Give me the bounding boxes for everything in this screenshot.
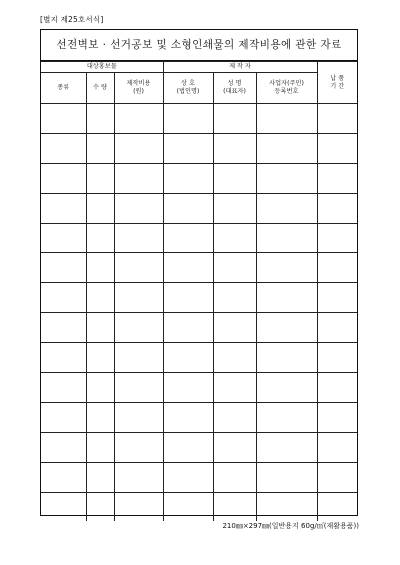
table-cell[interactable] — [213, 253, 256, 283]
table-cell[interactable] — [114, 253, 163, 283]
table-cell[interactable] — [114, 373, 163, 403]
header-name-line1: 성 명 — [227, 80, 242, 87]
table-cell[interactable] — [86, 373, 114, 403]
table-cell[interactable] — [86, 313, 114, 343]
table-cell[interactable] — [86, 223, 114, 253]
header-kind: 종류 — [41, 73, 86, 104]
table-cell[interactable] — [317, 163, 357, 193]
table-cell[interactable] — [256, 283, 317, 313]
table-cell[interactable] — [41, 313, 86, 343]
header-cost-line1: 제작비용 — [126, 80, 151, 87]
table-cell[interactable] — [256, 104, 317, 134]
table-cell[interactable] — [317, 373, 357, 403]
table-cell[interactable] — [256, 253, 317, 283]
table-cell[interactable] — [41, 163, 86, 193]
table-cell[interactable] — [41, 133, 86, 163]
table-cell[interactable] — [163, 432, 213, 462]
table-cell[interactable] — [41, 253, 86, 283]
table-cell[interactable] — [114, 223, 163, 253]
table-cell[interactable] — [317, 462, 357, 492]
table-cell[interactable] — [163, 462, 213, 492]
table-row — [41, 373, 357, 403]
table-cell[interactable] — [41, 283, 86, 313]
table-cell[interactable] — [86, 402, 114, 432]
table-cell[interactable] — [317, 492, 357, 521]
table-cell[interactable] — [41, 193, 86, 223]
header-bizno-line2: 등록번호 — [274, 88, 299, 95]
table-cell[interactable] — [317, 343, 357, 373]
table-cell[interactable] — [86, 193, 114, 223]
table-cell[interactable] — [41, 462, 86, 492]
table-cell[interactable] — [86, 283, 114, 313]
table-cell[interactable] — [256, 313, 317, 343]
table-cell[interactable] — [41, 223, 86, 253]
table-cell[interactable] — [213, 104, 256, 134]
table-row — [41, 343, 357, 373]
table-cell[interactable] — [317, 193, 357, 223]
form-title: 선전벽보 · 선거공보 및 소형인쇄물의 제작비용에 관한 자료 — [41, 30, 357, 61]
table-cell[interactable] — [114, 193, 163, 223]
group-header-subject: 대상홍보물 — [41, 62, 163, 73]
table-cell[interactable] — [163, 343, 213, 373]
table-cell[interactable] — [256, 432, 317, 462]
table-cell[interactable] — [41, 104, 86, 134]
table-cell[interactable] — [256, 223, 317, 253]
table-cell[interactable] — [114, 104, 163, 134]
table-cell[interactable] — [114, 133, 163, 163]
table-cell[interactable] — [317, 223, 357, 253]
table-cell[interactable] — [256, 492, 317, 521]
table-cell[interactable] — [213, 283, 256, 313]
table-cell[interactable] — [213, 492, 256, 521]
table-cell[interactable] — [86, 133, 114, 163]
table-cell[interactable] — [114, 163, 163, 193]
header-delivery-period — [317, 62, 357, 104]
header-cost-line2: (원) — [133, 88, 144, 95]
table-cell[interactable] — [41, 373, 86, 403]
table-cell[interactable] — [213, 223, 256, 253]
table-cell[interactable] — [163, 193, 213, 223]
table-cell[interactable] — [213, 133, 256, 163]
table-cell[interactable] — [256, 133, 317, 163]
table-cell[interactable] — [41, 432, 86, 462]
table-cell[interactable] — [213, 432, 256, 462]
header-quantity: 수 량 — [86, 73, 114, 104]
table-cell[interactable] — [163, 313, 213, 343]
table-cell[interactable] — [41, 492, 86, 521]
table-row — [41, 492, 357, 521]
header-bizno-line1: 사업자(주민) — [269, 80, 304, 87]
header-trade-line2: (법인명) — [176, 88, 200, 95]
header-registration-number — [256, 73, 317, 104]
table-cell[interactable] — [114, 432, 163, 462]
table-cell[interactable] — [114, 462, 163, 492]
table-cell[interactable] — [213, 402, 256, 432]
table-row — [41, 163, 357, 193]
table-cell[interactable] — [317, 283, 357, 313]
table-cell[interactable] — [256, 343, 317, 373]
table-cell[interactable] — [213, 193, 256, 223]
table-row — [41, 133, 357, 163]
table-cell[interactable] — [114, 492, 163, 521]
header-trade-line1: 상 호 — [181, 80, 195, 87]
table-cell[interactable] — [213, 343, 256, 373]
table-cell[interactable] — [213, 163, 256, 193]
cost-table — [41, 61, 357, 521]
table-row — [41, 462, 357, 492]
group-header-maker: 제 작 자 — [163, 62, 317, 73]
table-cell[interactable] — [256, 163, 317, 193]
table-cell[interactable] — [163, 373, 213, 403]
table-cell[interactable] — [114, 283, 163, 313]
table-row — [41, 402, 357, 432]
table-cell[interactable] — [41, 402, 86, 432]
form-frame — [40, 29, 358, 516]
table-cell[interactable] — [317, 104, 357, 134]
paper-size-note: 210㎜×297㎜(일반용지 60g/㎡(재활용품)) — [222, 522, 359, 530]
table-cell[interactable] — [163, 402, 213, 432]
table-cell[interactable] — [213, 462, 256, 492]
table-cell[interactable] — [163, 133, 213, 163]
table-cell[interactable] — [256, 462, 317, 492]
table-cell[interactable] — [317, 432, 357, 462]
table-cell[interactable] — [86, 492, 114, 521]
table-cell[interactable] — [256, 193, 317, 223]
table-cell[interactable] — [163, 283, 213, 313]
table-cell[interactable] — [86, 432, 114, 462]
table-cell[interactable] — [317, 133, 357, 163]
table-row — [41, 104, 357, 134]
table-cell[interactable] — [317, 313, 357, 343]
table-cell[interactable] — [114, 313, 163, 343]
header-delivery-line2: 기 간 — [330, 82, 345, 90]
table-cell[interactable] — [213, 313, 256, 343]
table-cell[interactable] — [86, 343, 114, 373]
table-cell[interactable] — [163, 492, 213, 521]
table-cell[interactable] — [114, 402, 163, 432]
header-name — [213, 73, 256, 104]
header-trade-name — [163, 73, 213, 104]
header-delivery-line1: 납 품 — [330, 74, 345, 82]
table-row — [41, 283, 357, 313]
table-row — [41, 223, 357, 253]
table-cell[interactable] — [163, 104, 213, 134]
table-cell[interactable] — [114, 343, 163, 373]
table-row — [41, 253, 357, 283]
table-cell[interactable] — [41, 343, 86, 373]
table-cell[interactable] — [256, 373, 317, 403]
table-row — [41, 193, 357, 223]
table-cell[interactable] — [256, 402, 317, 432]
table-cell[interactable] — [86, 104, 114, 134]
table-row — [41, 313, 357, 343]
table-cell[interactable] — [317, 253, 357, 283]
table-cell[interactable] — [86, 462, 114, 492]
form-reference: [별지 제25호서식] — [40, 15, 104, 24]
table-cell[interactable] — [163, 253, 213, 283]
header-cost — [114, 73, 163, 104]
table-cell[interactable] — [86, 163, 114, 193]
table-cell[interactable] — [213, 373, 256, 403]
header-name-line2: (대표자) — [223, 88, 246, 95]
table-body — [41, 104, 357, 522]
table-cell[interactable] — [86, 253, 114, 283]
table-cell[interactable] — [163, 223, 213, 253]
table-cell[interactable] — [317, 402, 357, 432]
table-row — [41, 432, 357, 462]
table-cell[interactable] — [163, 163, 213, 193]
